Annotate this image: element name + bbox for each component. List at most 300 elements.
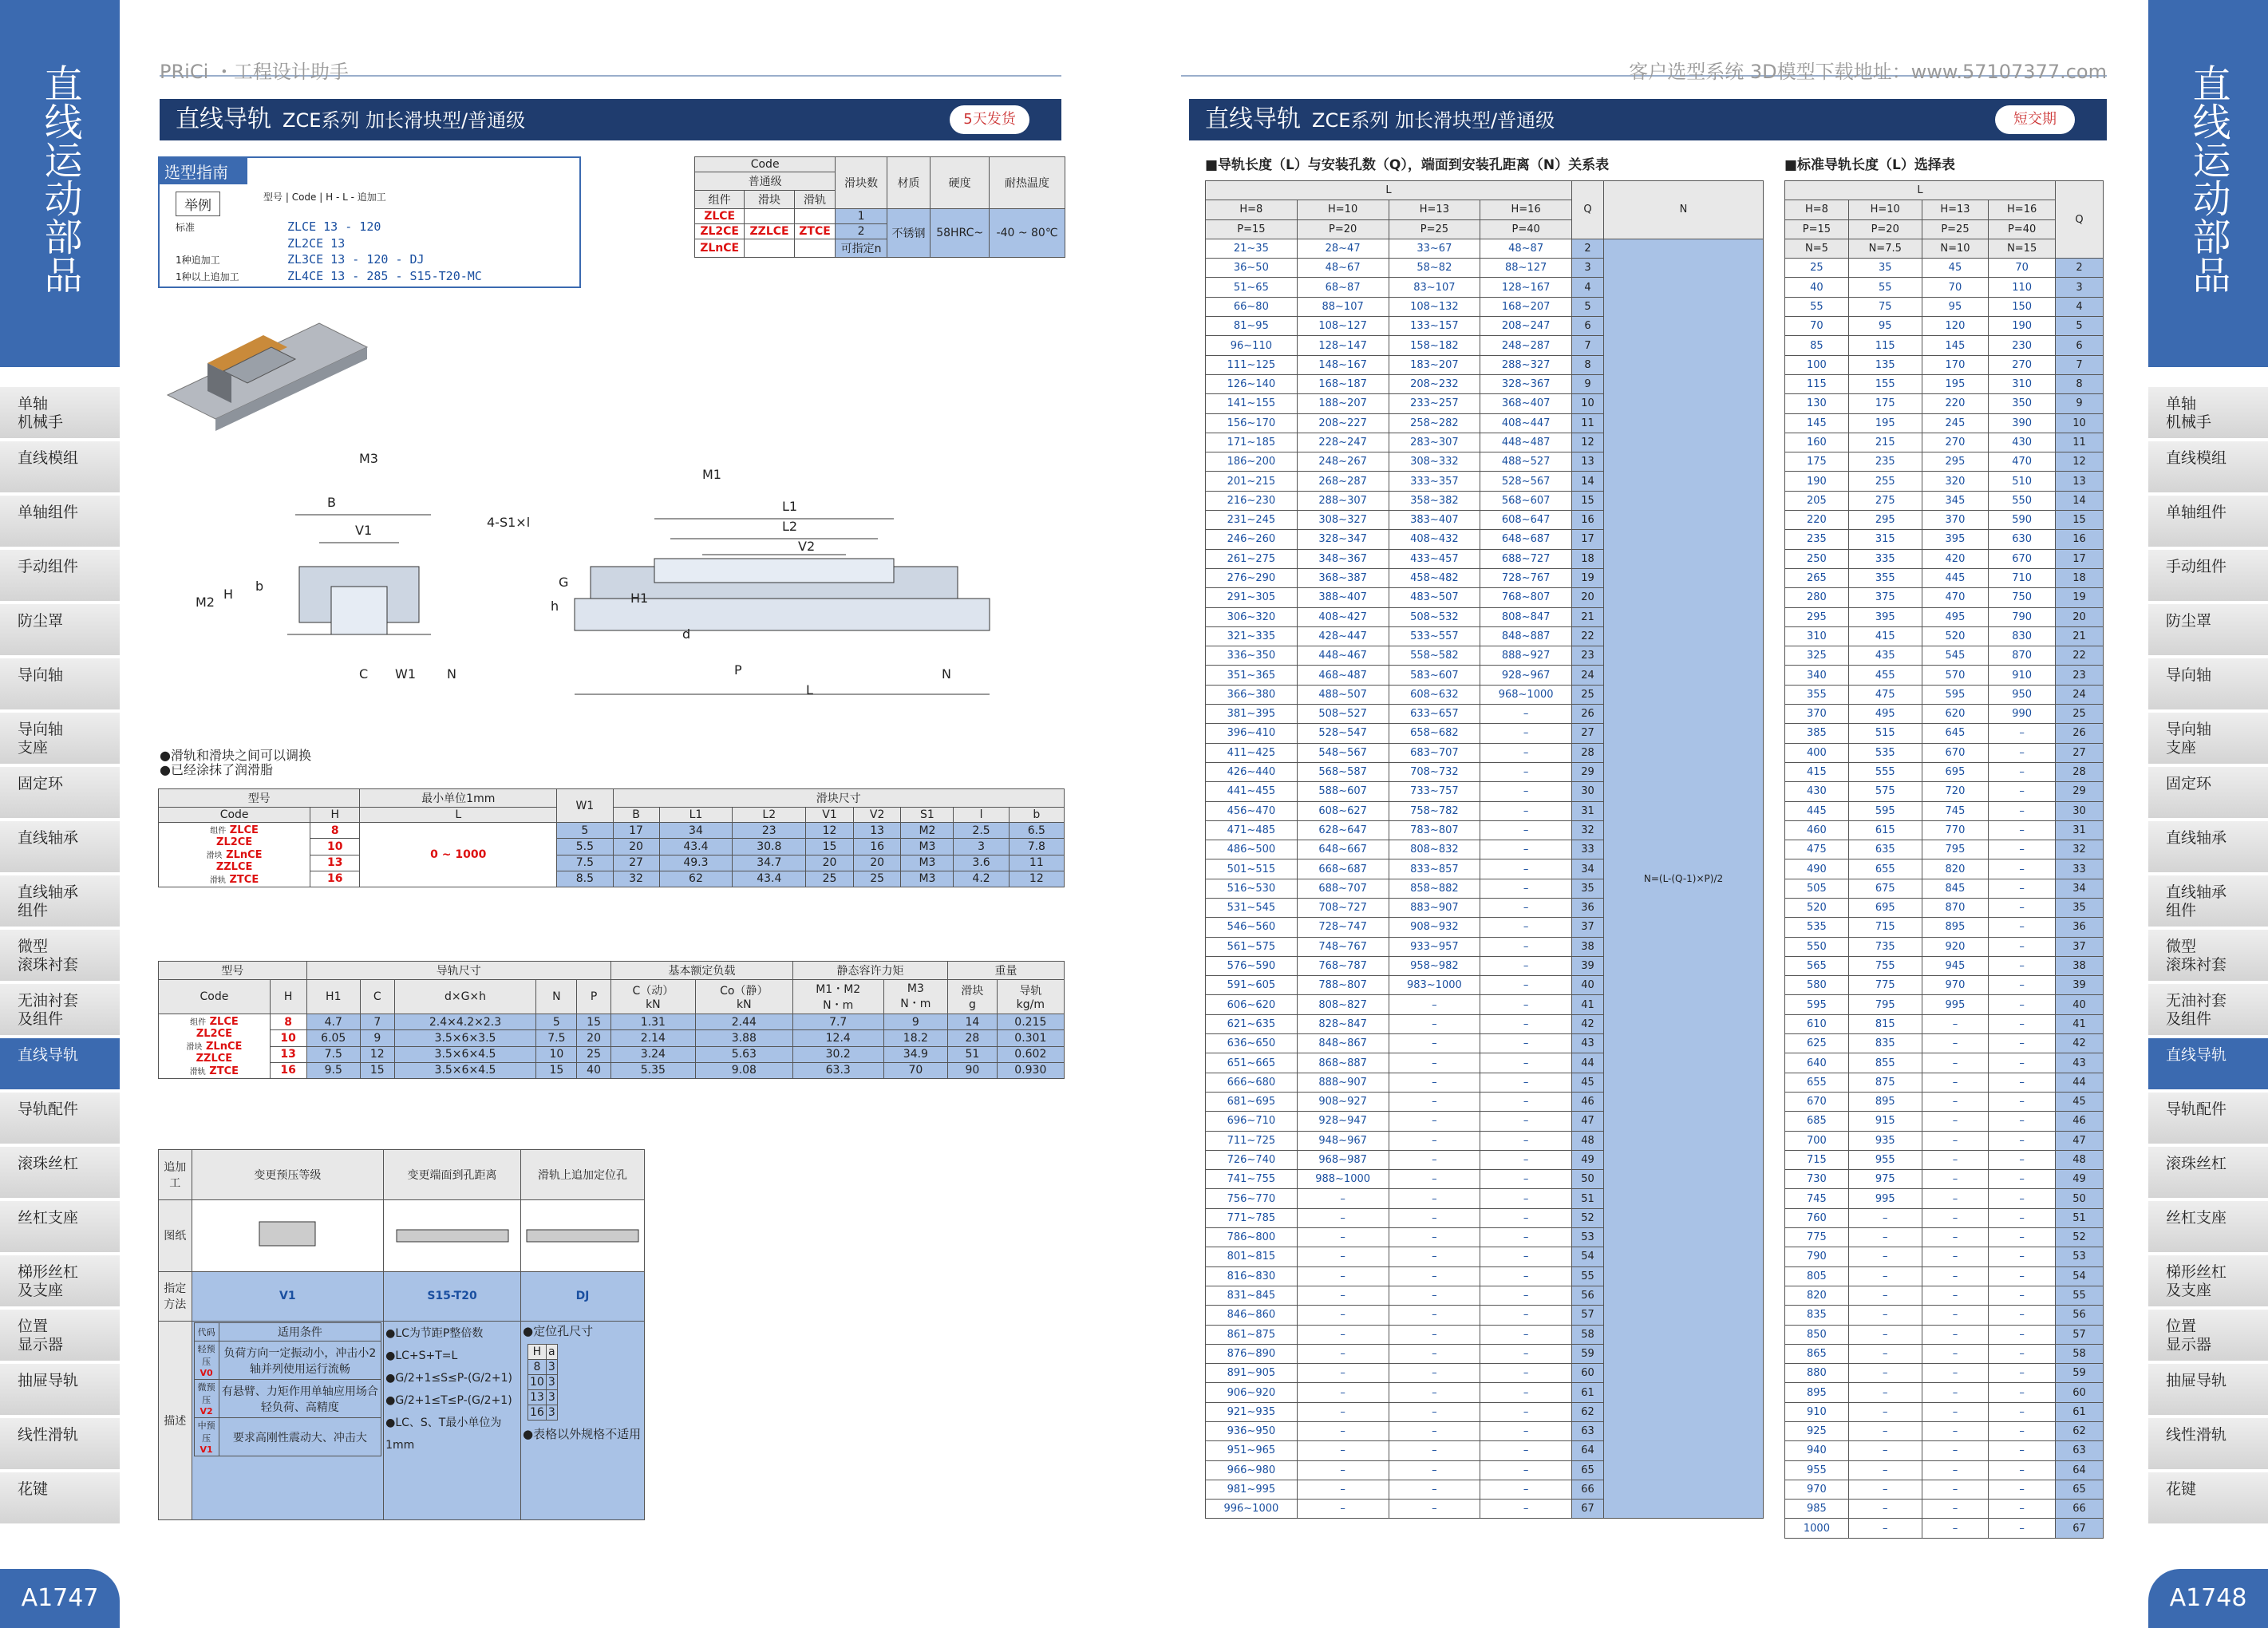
cell: 288~327 [1480,355,1572,374]
cell: – [1480,976,1572,995]
cell: 745 [1785,1189,1849,1208]
cell: 156~170 [1206,413,1298,433]
cell: 150 [1989,297,2056,316]
cell: 888~907 [1297,1073,1389,1092]
cell: – [1922,1460,1989,1480]
q-cell: 6 [1572,317,1604,336]
cell: 320 [1922,472,1989,491]
cell: – [1480,1170,1572,1189]
cell: 455 [1848,666,1922,685]
nav-item[interactable]: 微型 滚珠衬套 [0,930,120,981]
cell: – [1848,1306,1922,1325]
table-row [1785,1460,2104,1480]
cell: 291~305 [1206,588,1298,607]
cell: 248~267 [1297,452,1389,472]
cell: – [1480,879,1572,898]
table-row [194,1323,381,1342]
cell: 276~290 [1206,568,1298,587]
cell: – [1297,1325,1389,1344]
cell: 315 [1848,530,1922,549]
cell: 715 [1848,918,1922,937]
cell: – [1922,1480,1989,1499]
th: V2 [853,808,901,823]
preload-drawing [251,1218,323,1250]
cell: – [1389,1286,1480,1305]
q-cell: 18 [2056,568,2104,587]
q-cell: 27 [1572,724,1604,743]
cell: 620 [1922,705,1989,724]
cell: 3.24 [610,1046,695,1062]
cell: – [1297,1266,1389,1286]
note: ●滑轨和滑块之间可以调换 [160,748,311,763]
cell: – [1389,1131,1480,1150]
cell: 81~95 [1206,317,1298,336]
q-cell: 8 [2056,374,2104,393]
cell: 16 [527,1405,546,1421]
nav-item[interactable]: 单轴 机械手 [2148,387,2268,438]
th: L [1206,181,1572,200]
nav-item[interactable]: 梯形丝杠 及支座 [2148,1255,2268,1306]
cell: 870 [1922,898,1989,917]
th: P=15 [1785,219,1849,239]
cell: 688~707 [1297,879,1389,898]
cell: – [1848,1422,1922,1441]
th: 耐热温度 [990,157,1065,209]
q-cell: 57 [2056,1325,2104,1344]
right-sidebar [2148,0,2268,1628]
dim-label: b [255,579,264,594]
th: 滑块 g [948,980,998,1014]
cell: 20 [853,855,901,871]
cell: 468~487 [1297,666,1389,685]
cell: 190 [1785,472,1849,491]
cell: – [1922,1208,1989,1227]
nav-item[interactable]: 导轨配件 [2148,1093,2268,1144]
cell: 868~887 [1297,1053,1389,1073]
q-cell: 3 [1572,259,1604,278]
cell: 595 [1785,995,1849,1014]
code: ZZLCE [196,1053,233,1065]
cell: – [1922,1014,1989,1033]
section-title-vertical: 直线运动部品 [0,0,120,367]
cell: 6.5 [1009,823,1064,839]
cell: 63.3 [792,1062,883,1078]
nav-item[interactable]: 单轴组件 [2148,496,2268,547]
pre-code-text: V2 [200,1406,213,1417]
cell: 456~470 [1206,801,1298,820]
cell: 415 [1848,626,1922,646]
table-row [527,1360,557,1375]
th: 滑轨 [794,191,836,209]
cell: 658~682 [1389,724,1480,743]
height: 8 [310,823,360,839]
nav-item[interactable]: 抽屉导轨 [0,1364,120,1415]
table-row [1785,1112,2104,1131]
nav-item[interactable]: 手动组件 [0,550,120,601]
nav-item[interactable]: 花键 [2148,1472,2268,1523]
cell: 58~82 [1389,259,1480,278]
cell: 90 [948,1062,998,1078]
cell: 148~167 [1297,355,1389,374]
cell: 可指定n [836,239,887,258]
cell: 295 [1922,452,1989,472]
code: ZZLCE [745,224,795,239]
example-label: 举例 [176,192,220,216]
nav-item[interactable]: 直线模组 [0,441,120,492]
table-row [1785,762,2104,781]
height: 10 [310,839,360,855]
nav-item[interactable]: 导向轴 支座 [2148,713,2268,764]
cell: 750 [1989,588,2056,607]
cell: 695 [1922,762,1989,781]
cell: – [1480,1441,1572,1460]
cell: 233~257 [1389,394,1480,413]
cell: M3 [901,855,954,871]
table2-title: ■标准导轨长度（L）选择表 [1784,157,1955,173]
q-cell: 48 [1572,1131,1604,1150]
cell: 668~687 [1297,859,1389,879]
nav-item[interactable]: 直线模组 [2148,441,2268,492]
table-row [159,1030,1065,1046]
q-cell: 15 [1572,491,1604,510]
nav-item[interactable]: 固定环 [0,767,120,818]
cell: 58HRC~ [931,209,990,258]
cell: – [1480,1325,1572,1344]
cell: 111~125 [1206,355,1298,374]
th: 组件 [695,191,745,209]
cell: 9 [361,1030,395,1046]
th: N [1604,181,1764,239]
code: DJ [520,1271,644,1322]
th: 最小单位1mm [360,789,557,808]
table-row [1785,1500,2104,1519]
th: 重量 [948,962,1065,980]
nav-item[interactable]: 固定环 [2148,767,2268,818]
q-cell: 25 [1572,685,1604,704]
cell: 488~507 [1297,685,1389,704]
cell: 2.5 [954,823,1009,839]
table-row [1785,1092,2104,1111]
cell: 958~982 [1389,956,1480,975]
th: H=8 [1785,200,1849,219]
cell: 15 [361,1062,395,1078]
cell: 20 [806,855,854,871]
table-row [1785,549,2104,568]
cell: 3 [546,1390,557,1405]
header-right [1181,56,2107,83]
cell: 408~432 [1389,530,1480,549]
cell: 855 [1848,1053,1922,1073]
table-row [1785,1053,2104,1073]
cell: 770 [1922,820,1989,840]
cell: 171~185 [1206,433,1298,452]
code: ZLnCE [695,239,745,258]
cell: 15 [806,839,854,855]
nav-item[interactable]: 直线轴承 组件 [2148,875,2268,927]
cell: 591~605 [1206,976,1298,995]
nav-item[interactable]: 花键 [0,1472,120,1523]
cell: 183~207 [1389,355,1480,374]
nav-item[interactable]: 梯形丝杠 及支座 [0,1255,120,1306]
cell: 295 [1785,607,1849,626]
table-row [1785,1170,2104,1189]
cell: 865 [1785,1344,1849,1363]
table-row [1785,1034,2104,1053]
cell: – [1989,1402,2056,1421]
code: ZTCE [225,874,259,886]
cell: 648~687 [1480,530,1572,549]
cell: 648~667 [1297,840,1389,859]
cell: 120 [1922,317,1989,336]
cell: 145 [1922,336,1989,355]
cell: 133~157 [1389,317,1480,336]
table-row [1785,1131,2104,1150]
dj-title: ●定位孔尺寸 [522,1324,594,1339]
dim-label: P [734,662,742,678]
cell: 610 [1785,1014,1849,1033]
nav-item[interactable]: 抽屉导轨 [2148,1364,2268,1415]
cell: 190 [1989,317,2056,336]
cell: – [1989,1092,2056,1111]
cell: 488~527 [1480,452,1572,472]
table-row [194,1380,381,1418]
cell: – [1848,1364,1922,1383]
cell: 70 [883,1062,947,1078]
cell: – [1480,1402,1572,1421]
cell: 5 [536,1014,577,1030]
th: 型号 [159,789,360,808]
cell: 483~507 [1389,588,1480,607]
code-kind: 滑块 [186,1043,203,1052]
nav-item[interactable]: 线性滑轨 [0,1418,120,1469]
table-row [1785,1014,2104,1033]
cell: 508~532 [1389,607,1480,626]
nav-item[interactable]: 无油衬套 及组件 [0,984,120,1035]
nav-item[interactable]: 滚珠丝杠 [0,1147,120,1198]
nav-item[interactable]: 防尘罩 [0,604,120,655]
cell: – [1480,859,1572,879]
cell: 651~665 [1206,1053,1298,1073]
nav-item[interactable]: 位置 显示器 [0,1310,120,1361]
cell: 12 [361,1046,395,1062]
cell: – [1989,1053,2056,1073]
table-row [527,1345,557,1360]
cell: 3 [546,1360,557,1375]
cell: 906~920 [1206,1383,1298,1402]
cell: 891~905 [1206,1364,1298,1383]
guide-row-code: ZL4CE 13 - 285 - S15-T20-MC [287,269,482,283]
dim-label: G [559,575,569,590]
cell: – [1389,1034,1480,1053]
table-row [159,823,1065,839]
th: H=10 [1297,200,1389,219]
cell: – [1389,1402,1480,1421]
cell: 771~785 [1206,1208,1298,1227]
q-cell: 16 [2056,530,2104,549]
cell: – [1480,1364,1572,1383]
cell: 43.4 [733,871,806,887]
cell: 336~350 [1206,646,1298,666]
cell: – [1480,1422,1572,1441]
cell: – [1922,1383,1989,1402]
cell: 996~1000 [1206,1500,1298,1519]
cell: 186~200 [1206,452,1298,472]
nav-item[interactable]: 直线轴承 [2148,821,2268,872]
nav-item[interactable]: 导向轴 [2148,658,2268,709]
nav-item[interactable]: 单轴组件 [0,496,120,547]
cell: – [1389,1383,1480,1402]
nav-item[interactable]: 无油衬套 及组件 [2148,984,2268,1035]
q-cell: 37 [1572,918,1604,937]
th: l [954,808,1009,823]
cell: – [1989,820,2056,840]
cell: – [1480,1150,1572,1169]
nav-item[interactable]: 直线轴承 [0,821,120,872]
cell: 475 [1785,840,1849,859]
cell: 355 [1785,685,1849,704]
table-row [1785,646,2104,666]
cell: – [1989,937,2056,956]
cell: – [1989,918,2056,937]
nav-item[interactable]: 丝杠支座 [2148,1201,2268,1252]
cell: – [1389,1500,1480,1519]
cell: – [1922,1266,1989,1286]
table-row [1785,1480,2104,1499]
nav-item[interactable]: 导向轴 [0,658,120,709]
nav-item[interactable]: 直线导轨 [2148,1038,2268,1089]
q-cell: 67 [1572,1500,1604,1519]
q-cell: 67 [2056,1519,2104,1538]
cell: 135 [1848,355,1922,374]
page-title-left [160,99,1061,140]
nav-item[interactable]: 直线导轨 [0,1038,120,1089]
nav-item[interactable]: 单轴 机械手 [0,387,120,438]
cell: – [1989,1383,2056,1402]
table-row [1785,317,2104,336]
cell: 955 [1848,1150,1922,1169]
q-cell: 36 [2056,918,2104,937]
cell: 248~287 [1480,336,1572,355]
q-cell: 10 [1572,394,1604,413]
nav-item[interactable]: 线性滑轨 [2148,1418,2268,1469]
q-cell: 58 [2056,1344,2104,1363]
cell: 27 [613,855,659,871]
th: N=10 [1922,239,1989,258]
guide-row [176,251,482,268]
cell: – [1389,1364,1480,1383]
cell: 3.5×6×3.5 [394,1030,536,1046]
height: 10 [270,1030,306,1046]
cell: 908~927 [1297,1092,1389,1111]
cell: 36~50 [1206,259,1298,278]
cell: – [1989,724,2056,743]
q-cell: 19 [1572,568,1604,587]
cell: 850 [1785,1325,1849,1344]
nav-item[interactable]: 微型 滚珠衬套 [2148,930,2268,981]
dim-label: C [359,666,369,682]
cell: – [1922,1325,1989,1344]
cell: 48~87 [1480,239,1572,258]
cell: 175 [1848,394,1922,413]
nav-item[interactable]: 手动组件 [2148,550,2268,601]
th: 硬度 [931,157,990,209]
cell: – [1297,1364,1389,1383]
th: a [546,1345,557,1360]
q-cell: 2 [1572,239,1604,258]
cell: 43.4 [659,839,733,855]
code-item [160,1040,268,1053]
cell: 988~1000 [1297,1170,1389,1189]
pre-code [194,1418,219,1456]
cell: 370 [1785,705,1849,724]
nav-item[interactable]: 导向轴 支座 [0,713,120,764]
cell: 396~410 [1206,724,1298,743]
nav-item[interactable]: 防尘罩 [2148,604,2268,655]
cell: – [1389,1112,1480,1131]
th: P=25 [1389,219,1480,239]
cell: 96~110 [1206,336,1298,355]
shipping-badge: 5天发货 [950,105,1029,134]
cell: 808~847 [1480,607,1572,626]
cell: 615 [1848,820,1922,840]
cell: 205 [1785,491,1849,510]
header-right-text: 客户选型系统 3D模型下载地址：www.57107377.com [1629,61,2107,83]
cell: 310 [1785,626,1849,646]
cell: – [1389,1092,1480,1111]
page-number-left: A1747 [0,1569,120,1628]
q-cell: 56 [1572,1286,1604,1305]
nav-item[interactable]: 位置 显示器 [2148,1310,2268,1361]
cell: 385 [1785,724,1849,743]
th: Code [159,980,271,1014]
nav-item[interactable]: 导轨配件 [0,1093,120,1144]
q-cell: 46 [2056,1112,2104,1131]
cell: – [1297,1422,1389,1441]
cell: 666~680 [1206,1073,1298,1092]
cell: – [1297,1480,1389,1499]
cell: 696~710 [1206,1112,1298,1131]
code: S15-T20 [384,1271,521,1322]
nav-item[interactable]: 直线轴承 组件 [0,875,120,927]
cell: 590 [1989,511,2056,530]
cell: 635 [1848,840,1922,859]
q-cell: 14 [2056,491,2104,510]
th: b [1009,808,1064,823]
cell: – [1480,1112,1572,1131]
cell: – [1297,1306,1389,1325]
q-cell: 44 [2056,1073,2104,1092]
cell: 48~67 [1297,259,1389,278]
nav-item[interactable]: 滚珠丝杠 [2148,1147,2268,1198]
cell: 535 [1785,918,1849,937]
cell: 216~230 [1206,491,1298,510]
cell: M3 [901,839,954,855]
cell: 683~707 [1389,743,1480,762]
cell: 805 [1785,1266,1849,1286]
cell: – [1389,1014,1480,1033]
table-row [1785,626,2104,646]
cell: 12 [1009,871,1064,887]
title-text: 直线导轨 [176,105,271,133]
cell: 220 [1922,394,1989,413]
cell: – [1480,724,1572,743]
cell: 33~67 [1389,239,1480,258]
cell: – [1480,1228,1572,1247]
q-cell: 13 [2056,472,2104,491]
code-kind: 滑轨 [189,1068,206,1077]
cell: 7.5 [557,855,613,871]
nav-item[interactable]: 丝杠支座 [0,1201,120,1252]
